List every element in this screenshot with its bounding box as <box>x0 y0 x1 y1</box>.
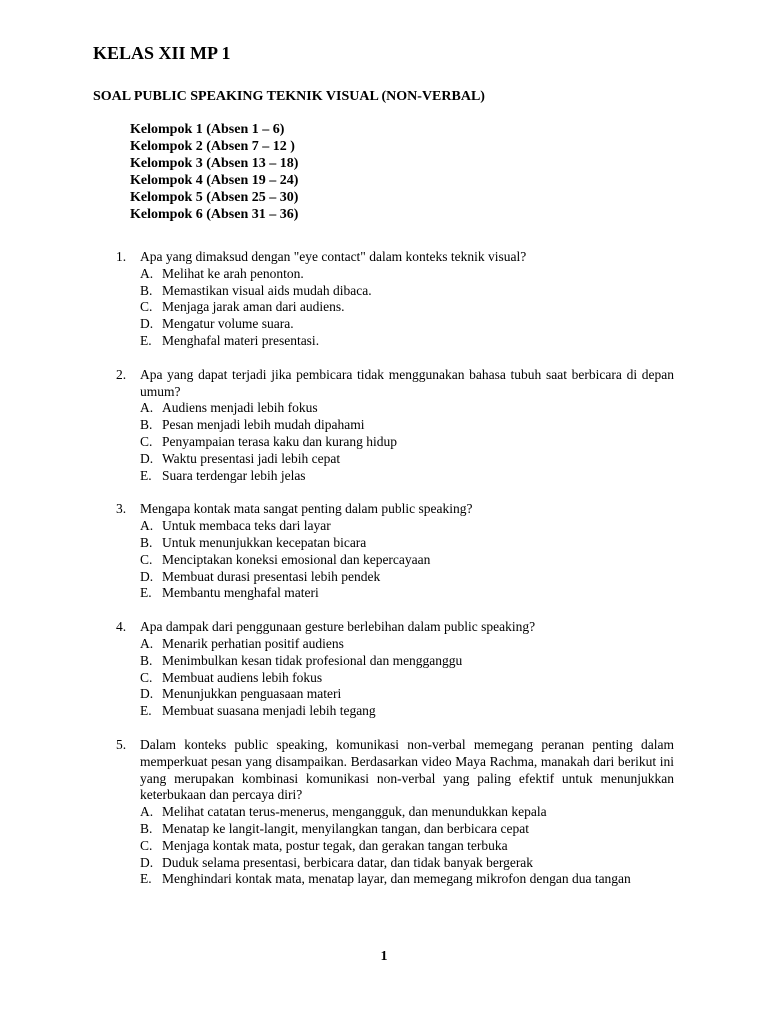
option-list <box>140 400 674 484</box>
document-subtitle: SOAL PUBLIC SPEAKING TEKNIK VISUAL (NON-VERBAL) <box>93 89 485 104</box>
question-number: 3. <box>116 501 127 517</box>
option-text: Menunjukkan penguasaan materi <box>162 686 342 702</box>
answer-option <box>140 417 674 434</box>
option-letter: C. <box>140 433 153 449</box>
option-letter: C. <box>140 551 153 567</box>
option-letter: C. <box>140 299 153 315</box>
option-letter: A. <box>140 804 154 820</box>
answer-option <box>140 636 674 653</box>
option-text: Suara terdengar lebih jelas <box>162 467 306 483</box>
option-text: Penyampaian terasa kaku dan kurang hidup <box>162 433 398 449</box>
option-text: Melihat ke arah penonton. <box>162 265 304 281</box>
group-list <box>130 121 298 223</box>
option-letter: E. <box>140 467 152 483</box>
answer-option <box>140 838 674 855</box>
page-number: 1 <box>380 949 388 964</box>
option-text: Pesan menjadi lebih mudah dipahami <box>162 417 365 433</box>
answer-option <box>140 434 674 451</box>
group-item: Kelompok 1 (Absen 1 – 6) <box>130 122 285 137</box>
option-text: Menciptakan koneksi emosional dan kepercayaan <box>162 551 431 567</box>
option-letter: E. <box>140 585 152 601</box>
option-letter: E. <box>140 703 152 719</box>
option-text: Menimbulkan kesan tidak profesional dan mengganggu <box>162 652 463 668</box>
option-text: Memastikan visual aids mudah dibaca. <box>162 282 372 298</box>
option-text: Membuat suasana menjadi lebih tegang <box>162 703 376 719</box>
option-text: Menjaga jarak aman dari audiens. <box>162 299 345 315</box>
answer-option <box>140 451 674 468</box>
answer-option <box>140 266 674 283</box>
option-letter: A. <box>140 265 154 281</box>
option-letter: E. <box>140 871 152 887</box>
group-item: Kelompok 3 (Absen 13 – 18) <box>130 156 299 171</box>
question-item <box>116 367 674 485</box>
answer-option <box>140 552 674 569</box>
question-text: Apa yang dimaksud dengan "eye contact" dalam konteks teknik visual? <box>140 249 527 264</box>
option-text: Membuat durasi presentasi lebih pendek <box>162 568 381 584</box>
answer-option <box>140 518 674 535</box>
page-title: KELAS XII MP 1 <box>93 43 231 63</box>
option-text: Menghafal materi presentasi. <box>162 332 320 348</box>
question-number: 5. <box>116 736 127 752</box>
option-text: Untuk membaca teks dari layar <box>162 518 331 534</box>
option-letter: B. <box>140 534 153 550</box>
option-list <box>140 636 674 720</box>
option-letter: B. <box>140 652 153 668</box>
option-text: Audiens menjadi lebih fokus <box>162 400 318 416</box>
option-list <box>140 518 674 602</box>
question-item <box>116 501 674 602</box>
option-letter: A. <box>140 518 154 534</box>
answer-option <box>140 299 674 316</box>
answer-option <box>140 821 674 838</box>
option-letter: D. <box>140 450 154 466</box>
answer-option <box>140 871 674 888</box>
option-text: Menjaga kontak mata, postur tegak, dan gerakan tangan terbuka <box>162 837 508 853</box>
answer-option <box>140 333 674 350</box>
option-letter: D. <box>140 854 154 870</box>
option-letter: E. <box>140 332 152 348</box>
question-text: Apa dampak dari penggunaan gesture berlebihan dalam public speaking? <box>140 619 536 635</box>
option-text: Menatap ke langit-langit, menyilangkan tangan, dan berbicara cepat <box>162 820 529 836</box>
option-letter: D. <box>140 568 154 584</box>
answer-option <box>140 855 674 872</box>
question-number: 4. <box>116 619 127 635</box>
option-text: Untuk menunjukkan kecepatan bicara <box>162 534 367 550</box>
answer-option <box>140 400 674 417</box>
option-letter: C. <box>140 669 153 685</box>
option-letter: D. <box>140 686 154 702</box>
option-letter: C. <box>140 837 153 853</box>
option-text: Membantu menghafal materi <box>162 585 319 601</box>
question-number: 2. <box>116 366 127 382</box>
option-text: Waktu presentasi jadi lebih cepat <box>162 450 341 466</box>
answer-option <box>140 535 674 552</box>
answer-option <box>140 653 674 670</box>
option-text: Membuat audiens lebih fokus <box>162 669 323 685</box>
option-text: Menarik perhatian positif audiens <box>162 635 344 651</box>
question-item <box>116 619 674 720</box>
answer-option <box>140 316 674 333</box>
option-text: Duduk selama presentasi, berbicara datar, dan tidak banyak bergerak <box>162 854 534 870</box>
question-item <box>116 737 674 888</box>
option-letter: B. <box>140 417 153 433</box>
option-letter: B. <box>140 282 153 298</box>
question-text: Mengapa kontak mata sangat penting dalam public speaking? <box>140 501 473 517</box>
answer-option <box>140 468 674 485</box>
answer-option <box>140 283 674 300</box>
answer-option <box>140 686 674 703</box>
question-text: Apa yang dapat terjadi jika pembicara tidak menggunakan bahasa tubuh saat berbicara di depan umum? <box>140 366 674 399</box>
answer-option <box>140 569 674 586</box>
option-list <box>140 804 674 888</box>
group-item: Kelompok 5 (Absen 25 – 30) <box>130 190 299 205</box>
option-letter: A. <box>140 400 154 416</box>
answer-option <box>140 703 674 720</box>
option-list <box>140 266 674 350</box>
option-letter: B. <box>140 820 153 836</box>
question-item <box>116 249 674 350</box>
question-list <box>116 249 674 905</box>
question-number: 1. <box>116 249 127 264</box>
option-text: Melihat catatan terus-menerus, mengangguk, dan menundukkan kepala <box>162 804 547 820</box>
option-letter: A. <box>140 635 154 651</box>
answer-option <box>140 585 674 602</box>
option-text: Mengatur volume suara. <box>162 316 294 332</box>
question-text: Dalam konteks public speaking, komunikasi non-verbal memegang peranan penting dalam memperkuat pesan yang disampaikan. Berdasarkan video Maya Rachma, manakah dari berikut ini yang merupakan kombinasi komunikasi non-verbal yang paling efektif untuk menunjukkan keterbukaan dan percaya diri? <box>140 736 674 803</box>
option-letter: D. <box>140 316 154 332</box>
group-item: Kelompok 2 (Absen 7 – 12 ) <box>130 139 295 154</box>
answer-option <box>140 804 674 821</box>
option-text: Menghindari kontak mata, menatap layar, dan memegang mikrofon dengan dua tangan <box>162 871 631 887</box>
group-item: Kelompok 4 (Absen 19 – 24) <box>130 173 299 188</box>
group-item: Kelompok 6 (Absen 31 – 36) <box>130 207 299 222</box>
answer-option <box>140 670 674 687</box>
